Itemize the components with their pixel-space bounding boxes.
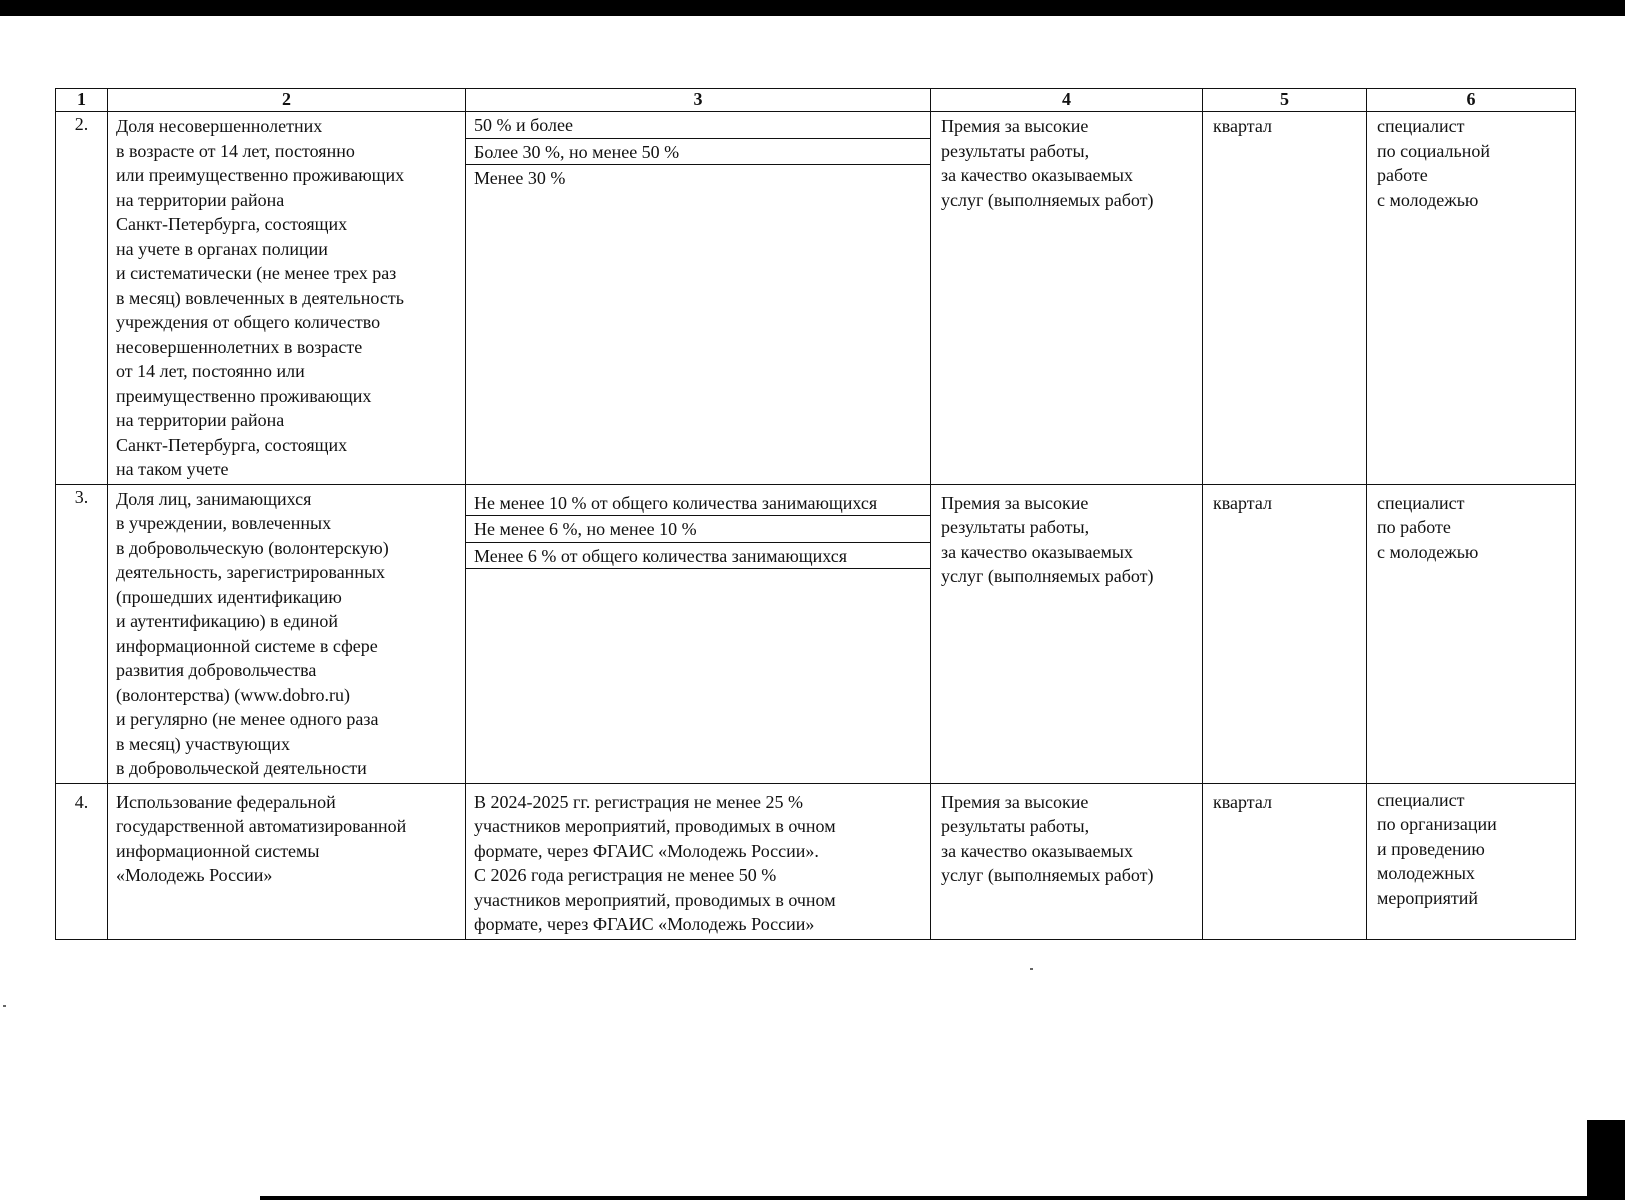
row-number: 3. <box>56 484 108 783</box>
text-line: и регулярно (не менее одного раза <box>116 709 379 729</box>
criterion: 50 % и более <box>474 115 574 135</box>
table-row <box>56 783 1576 939</box>
text-line: в учреждении, вовлеченных <box>116 513 332 533</box>
text-line: формате, через ФГАИС «Молодежь России» <box>474 914 815 934</box>
text-line: специалист <box>1377 116 1465 136</box>
text-line: развития добровольчества <box>116 660 317 680</box>
indicator-cell <box>108 484 466 783</box>
text-line: Санкт-Петербурга, состоящих <box>116 434 348 455</box>
indicator-cell <box>108 112 466 485</box>
payment-cell <box>931 112 1203 485</box>
header-row <box>56 89 1576 112</box>
scan-speck <box>3 1005 6 1007</box>
text-line: информационной системе в сфере <box>116 635 378 656</box>
text-line: (волонтерства) (www.dobro.ru) <box>116 684 351 705</box>
text-line: Премия за высокие <box>941 116 1089 136</box>
period-cell: квартал <box>1203 484 1367 783</box>
text-line: В 2024-2025 гг. регистрация не менее 25 % <box>474 791 803 812</box>
criterion: Не менее 10 % от общего количества занимающихся <box>474 492 878 513</box>
scan-speck <box>1030 968 1033 970</box>
text-line: Доля несовершеннолетних <box>116 116 323 136</box>
text-line: от 14 лет, постоянно или <box>116 361 305 381</box>
table-row <box>56 484 1576 783</box>
text-line: и проведению <box>1377 838 1485 859</box>
payment-cell <box>931 783 1203 939</box>
text-line: и систематически (не менее трех раз <box>116 263 397 283</box>
indicator-cell <box>108 783 466 939</box>
text-line: по социальной <box>1377 140 1490 161</box>
scan-border-right <box>1587 1120 1625 1200</box>
text-line: информационной системы <box>116 840 320 861</box>
text-line: формате, через ФГАИС «Молодежь России». <box>474 840 819 861</box>
text-line: и аутентификацию) в единой <box>116 611 338 631</box>
text-line: на территории района <box>116 410 285 430</box>
row-number: 4. <box>56 783 108 939</box>
text-line: по организации <box>1377 814 1497 834</box>
payment-cell <box>931 484 1203 783</box>
text-line: за качество оказываемых <box>941 165 1133 185</box>
scan-border-bottom <box>260 1196 1590 1200</box>
text-line: государственной автоматизированной <box>116 816 407 836</box>
responsible-cell <box>1367 484 1576 783</box>
text-line: несовершеннолетних в возрасте <box>116 336 363 357</box>
text-line: С 2026 года регистрация не менее 50 % <box>474 865 777 885</box>
text-line: на таком учете <box>116 459 229 479</box>
criterion: Не менее 6 %, но менее 10 % <box>466 515 930 542</box>
text-line: учреждения от общего количество <box>116 312 381 332</box>
text-line: специалист <box>1377 789 1465 810</box>
text-line: (прошедших идентификацию <box>116 586 342 607</box>
text-line: в месяц) вовлеченных в деятельность <box>116 287 404 308</box>
text-line: услуг (выполняемых работ) <box>941 189 1154 210</box>
header-cell: 6 <box>1367 89 1576 112</box>
text-line: результаты работы, <box>941 816 1090 836</box>
text-line: за качество оказываемых <box>941 541 1133 562</box>
text-line: специалист <box>1377 492 1465 513</box>
text-line: работе <box>1377 165 1428 185</box>
text-line: в возрасте от 14 лет, постоянно <box>116 140 355 161</box>
scan-border-top <box>0 0 1625 16</box>
criterion: Менее 30 % <box>466 164 930 191</box>
period-cell: квартал <box>1203 112 1367 485</box>
text-line: на учете в органах полиции <box>116 238 328 259</box>
criteria-cell <box>466 112 931 485</box>
text-line: в месяц) участвующих <box>116 733 290 754</box>
responsible-cell <box>1367 783 1576 939</box>
header-cell: 3 <box>466 89 931 112</box>
text-line: по работе <box>1377 517 1451 537</box>
text-line: за качество оказываемых <box>941 840 1133 861</box>
criteria-cell <box>466 484 931 783</box>
table-row <box>56 112 1576 485</box>
text-line: Санкт-Петербурга, состоящих <box>116 214 348 234</box>
text-line: Премия за высокие <box>941 492 1089 513</box>
text-line: участников мероприятий, проводимых в очном <box>474 889 836 910</box>
text-line: или преимущественно проживающих <box>116 165 405 185</box>
text-line: преимущественно проживающих <box>116 385 372 406</box>
row-number: 2. <box>56 112 108 485</box>
text-line: в добровольческую (волонтерскую) <box>116 537 389 558</box>
text-line: участников мероприятий, проводимых в очном <box>474 816 836 836</box>
header-cell: 4 <box>931 89 1203 112</box>
text-line: Премия за высокие <box>941 791 1089 812</box>
text-line: услуг (выполняемых работ) <box>941 566 1154 586</box>
text-line: Доля лиц, занимающихся <box>116 488 312 509</box>
text-line: услуг (выполняемых работ) <box>941 865 1154 885</box>
text-line: молодежных <box>1377 863 1475 883</box>
text-line: результаты работы, <box>941 517 1090 537</box>
text-line: Использование федеральной <box>116 791 336 812</box>
text-line: в добровольческой деятельности <box>116 758 367 778</box>
responsible-cell <box>1367 112 1576 485</box>
text-line: на территории района <box>116 189 285 210</box>
text-line: с молодежью <box>1377 541 1479 562</box>
period-cell: квартал <box>1203 783 1367 939</box>
criteria-cell <box>466 783 931 939</box>
text-line: мероприятий <box>1377 887 1479 908</box>
text-line: результаты работы, <box>941 140 1090 161</box>
header-cell: 2 <box>108 89 466 112</box>
criterion: Менее 6 % от общего количества занимающихся <box>466 542 930 570</box>
text-line: с молодежью <box>1377 189 1479 210</box>
header-cell: 1 <box>56 89 108 112</box>
criterion: Более 30 %, но менее 50 % <box>466 138 930 165</box>
text-line: «Молодежь России» <box>116 865 273 885</box>
criteria-table <box>55 88 1576 940</box>
text-line: деятельность, зарегистрированных <box>116 562 386 582</box>
header-cell: 5 <box>1203 89 1367 112</box>
